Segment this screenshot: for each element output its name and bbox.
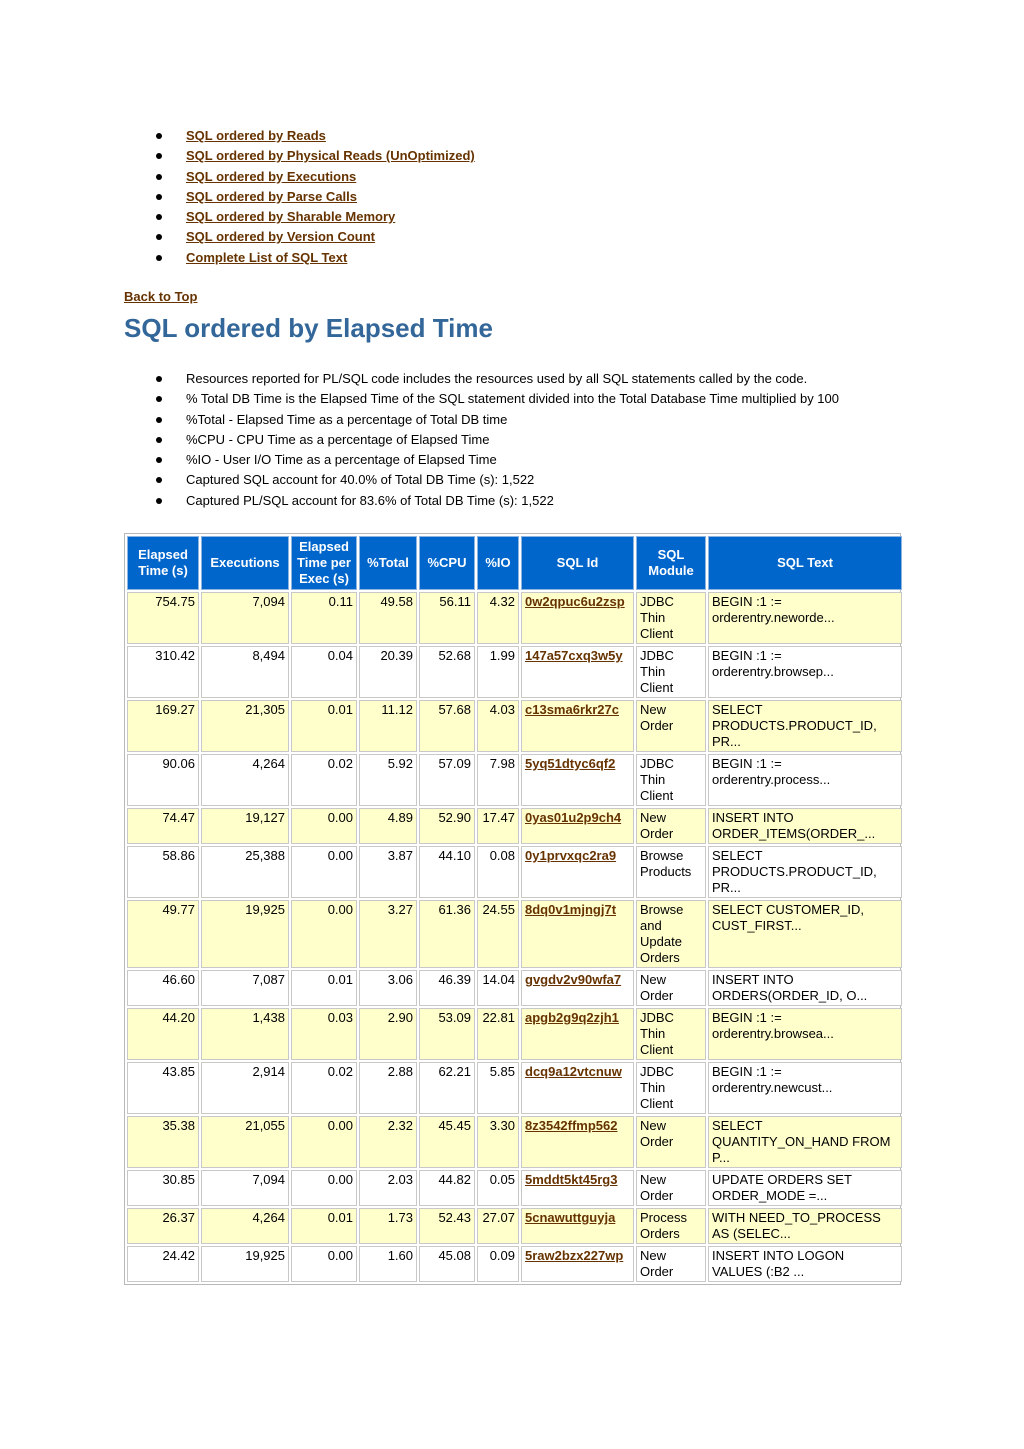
note-item: Captured SQL account for 40.0% of Total DB Time (s): 1,522 bbox=[124, 470, 839, 490]
nav-list-item bbox=[124, 146, 475, 166]
cell-sql-module: New Order bbox=[636, 1116, 706, 1168]
cell-pct-io: 4.32 bbox=[477, 592, 519, 644]
cell-elapsed-per-exec: 0.00 bbox=[291, 808, 357, 844]
cell-elapsed-time: 30.85 bbox=[127, 1170, 199, 1206]
cell-pct-cpu: 57.09 bbox=[419, 754, 475, 806]
column-header-pct-cpu: %CPU bbox=[419, 536, 475, 590]
elapsed-time-table-container bbox=[124, 533, 901, 1285]
cell-executions: 2,914 bbox=[201, 1062, 289, 1114]
cell-executions: 19,925 bbox=[201, 900, 289, 968]
sql-id-link[interactable]: 147a57cxq3w5y bbox=[525, 648, 623, 663]
cell-pct-io: 0.05 bbox=[477, 1170, 519, 1206]
cell-pct-io: 17.47 bbox=[477, 808, 519, 844]
cell-pct-total: 5.92 bbox=[359, 754, 417, 806]
link-sql-by-reads[interactable]: SQL ordered by Reads bbox=[186, 128, 326, 143]
nav-list-item bbox=[124, 126, 475, 146]
cell-elapsed-per-exec: 0.00 bbox=[291, 1246, 357, 1282]
cell-sql-text: INSERT INTO LOGON VALUES (:B2 ... bbox=[708, 1246, 902, 1282]
cell-sql-module: JDBC Thin Client bbox=[636, 646, 706, 698]
table-body bbox=[127, 592, 902, 1282]
cell-pct-io: 0.08 bbox=[477, 846, 519, 898]
cell-pct-cpu: 44.10 bbox=[419, 846, 475, 898]
cell-elapsed-per-exec: 0.03 bbox=[291, 1008, 357, 1060]
table-row bbox=[127, 754, 902, 806]
cell-sql-id bbox=[521, 1170, 634, 1206]
note-item: % Total DB Time is the Elapsed Time of the SQL statement divided into the Total Database Time multiplied by 100 bbox=[124, 389, 839, 409]
link-sql-by-parse-calls[interactable]: SQL ordered by Parse Calls bbox=[186, 188, 357, 204]
cell-sql-id bbox=[521, 846, 634, 898]
cell-pct-cpu: 52.90 bbox=[419, 808, 475, 844]
link-complete-sql-text[interactable]: Complete List of SQL Text bbox=[186, 249, 348, 265]
cell-elapsed-per-exec: 0.01 bbox=[291, 970, 357, 1006]
table-row bbox=[127, 846, 902, 898]
cell-sql-module: Browse and Update Orders bbox=[636, 900, 706, 968]
cell-pct-io: 22.81 bbox=[477, 1008, 519, 1060]
column-header-elapsed-time: Elapsed Time (s) bbox=[127, 536, 199, 590]
cell-elapsed-time: 90.06 bbox=[127, 754, 199, 806]
cell-elapsed-per-exec: 0.01 bbox=[291, 700, 357, 752]
table-row bbox=[127, 1062, 902, 1114]
cell-sql-text: BEGIN :1 := orderentry.browsea... bbox=[708, 1008, 902, 1060]
cell-sql-module: New Order bbox=[636, 1170, 706, 1206]
cell-executions: 7,087 bbox=[201, 970, 289, 1006]
cell-pct-cpu: 56.11 bbox=[419, 592, 475, 644]
cell-sql-text: UPDATE ORDERS SET ORDER_MODE =... bbox=[708, 1170, 902, 1206]
cell-pct-total: 3.06 bbox=[359, 970, 417, 1006]
cell-elapsed-time: 44.20 bbox=[127, 1008, 199, 1060]
cell-pct-cpu: 44.82 bbox=[419, 1170, 475, 1206]
table-row bbox=[127, 1170, 902, 1206]
cell-elapsed-time: 24.42 bbox=[127, 1246, 199, 1282]
cell-pct-io: 14.04 bbox=[477, 970, 519, 1006]
table-header-row bbox=[127, 536, 902, 590]
cell-elapsed-time: 43.85 bbox=[127, 1062, 199, 1114]
cell-sql-text: BEGIN :1 := orderentry.browsep... bbox=[708, 646, 902, 698]
nav-list-item bbox=[124, 187, 475, 207]
cell-executions: 25,388 bbox=[201, 846, 289, 898]
cell-elapsed-time: 754.75 bbox=[127, 592, 199, 644]
sql-id-link[interactable]: 5raw2bzx227wp bbox=[525, 1248, 624, 1263]
link-sql-by-version-count[interactable]: SQL ordered by Version Count bbox=[186, 229, 376, 245]
cell-sql-module: New Order bbox=[636, 700, 706, 752]
cell-pct-cpu: 53.09 bbox=[419, 1008, 475, 1060]
sql-id-link[interactable]: 0w2qpuc6u2zsp bbox=[525, 594, 625, 609]
cell-elapsed-time: 169.27 bbox=[127, 700, 199, 752]
cell-sql-id bbox=[521, 754, 634, 806]
cell-sql-module: JDBC Thin Client bbox=[636, 1062, 706, 1114]
cell-elapsed-per-exec: 0.00 bbox=[291, 1170, 357, 1206]
note-item: Resources reported for PL/SQL code includes the resources used by all SQL statements called by the code. bbox=[124, 369, 839, 389]
cell-sql-text: BEGIN :1 := orderentry.newcust... bbox=[708, 1062, 902, 1114]
table-row bbox=[127, 592, 902, 644]
cell-pct-total: 1.73 bbox=[359, 1208, 417, 1244]
cell-pct-io: 0.09 bbox=[477, 1246, 519, 1282]
cell-sql-module: New Order bbox=[636, 808, 706, 844]
cell-pct-total: 3.27 bbox=[359, 900, 417, 968]
column-header-elapsed-per-exec: Elapsed Time per Exec (s) bbox=[291, 536, 357, 590]
cell-elapsed-per-exec: 0.04 bbox=[291, 646, 357, 698]
cell-pct-io: 1.99 bbox=[477, 646, 519, 698]
cell-pct-total: 3.87 bbox=[359, 846, 417, 898]
cell-elapsed-time: 26.37 bbox=[127, 1208, 199, 1244]
cell-elapsed-time: 46.60 bbox=[127, 970, 199, 1006]
cell-pct-cpu: 45.08 bbox=[419, 1246, 475, 1282]
cell-elapsed-per-exec: 0.00 bbox=[291, 900, 357, 968]
table-row bbox=[127, 1208, 902, 1244]
note-item: Captured PL/SQL account for 83.6% of Total DB Time (s): 1,522 bbox=[124, 491, 839, 511]
link-sql-by-executions[interactable]: SQL ordered by Executions bbox=[186, 168, 357, 184]
table-row bbox=[127, 700, 902, 752]
cell-elapsed-time: 35.38 bbox=[127, 1116, 199, 1168]
cell-sql-id bbox=[521, 700, 634, 752]
cell-sql-text: SELECT PRODUCTS.PRODUCT_ID, PR... bbox=[708, 846, 902, 898]
cell-elapsed-time: 310.42 bbox=[127, 646, 199, 698]
cell-sql-text: WITH NEED_TO_PROCESS AS (SELEC... bbox=[708, 1208, 902, 1244]
cell-pct-total: 1.60 bbox=[359, 1246, 417, 1282]
cell-sql-text: INSERT INTO ORDERS(ORDER_ID, O... bbox=[708, 970, 902, 1006]
cell-sql-module: New Order bbox=[636, 1246, 706, 1282]
cell-sql-text: SELECT PRODUCTS.PRODUCT_ID, PR... bbox=[708, 700, 902, 752]
column-header-pct-total: %Total bbox=[359, 536, 417, 590]
cell-pct-cpu: 46.39 bbox=[419, 970, 475, 1006]
cell-pct-total: 49.58 bbox=[359, 592, 417, 644]
sql-id-link[interactable]: c13sma6rkr27c bbox=[525, 702, 619, 717]
sql-id-link[interactable]: 0yas01u2p9ch4 bbox=[525, 810, 622, 825]
sql-id-link[interactable]: 5cnawuttguyja bbox=[525, 1210, 616, 1225]
cell-sql-text: SELECT CUSTOMER_ID, CUST_FIRST... bbox=[708, 900, 902, 968]
nav-list-item bbox=[124, 248, 475, 268]
sql-id-link[interactable]: apgb2g9q2zjh1 bbox=[525, 1010, 619, 1025]
nav-list-item bbox=[124, 227, 475, 247]
cell-pct-cpu: 45.45 bbox=[419, 1116, 475, 1168]
cell-sql-id bbox=[521, 1116, 634, 1168]
cell-pct-cpu: 61.36 bbox=[419, 900, 475, 968]
cell-pct-cpu: 57.68 bbox=[419, 700, 475, 752]
note-item: %CPU - CPU Time as a percentage of Elapsed Time bbox=[124, 430, 839, 450]
cell-pct-io: 3.30 bbox=[477, 1116, 519, 1168]
sql-id-link[interactable]: gvgdv2v90wfa7 bbox=[525, 972, 622, 987]
cell-sql-module: New Order bbox=[636, 970, 706, 1006]
cell-pct-io: 27.07 bbox=[477, 1208, 519, 1244]
cell-sql-text: BEGIN :1 := orderentry.neworde... bbox=[708, 592, 902, 644]
cell-sql-text: SELECT QUANTITY_ON_HAND FROM P... bbox=[708, 1116, 902, 1168]
table-row bbox=[127, 1008, 902, 1060]
cell-executions: 19,925 bbox=[201, 1246, 289, 1282]
cell-pct-total: 4.89 bbox=[359, 808, 417, 844]
cell-sql-module: JDBC Thin Client bbox=[636, 592, 706, 644]
cell-executions: 19,127 bbox=[201, 808, 289, 844]
sql-id-link[interactable]: 0y1prvxqc2ra9 bbox=[525, 848, 617, 863]
cell-executions: 8,494 bbox=[201, 646, 289, 698]
table-row bbox=[127, 1246, 902, 1282]
cell-executions: 21,305 bbox=[201, 700, 289, 752]
cell-elapsed-per-exec: 0.01 bbox=[291, 1208, 357, 1244]
cell-sql-module: Browse Products bbox=[636, 846, 706, 898]
back-to-top-link[interactable]: Back to Top bbox=[124, 289, 198, 304]
column-header-pct-io: %IO bbox=[477, 536, 519, 590]
cell-sql-id bbox=[521, 900, 634, 968]
column-header-sql-text: SQL Text bbox=[708, 536, 902, 590]
cell-pct-cpu: 62.21 bbox=[419, 1062, 475, 1114]
table-row bbox=[127, 900, 902, 968]
cell-executions: 1,438 bbox=[201, 1008, 289, 1060]
cell-pct-total: 11.12 bbox=[359, 700, 417, 752]
link-sql-by-physical-reads[interactable]: SQL ordered by Physical Reads (UnOptimized) bbox=[186, 148, 475, 164]
section-title: SQL ordered by Elapsed Time bbox=[124, 313, 493, 343]
link-sql-by-sharable-memory[interactable]: SQL ordered by Sharable Memory bbox=[186, 209, 396, 225]
cell-executions: 7,094 bbox=[201, 1170, 289, 1206]
cell-elapsed-per-exec: 0.11 bbox=[291, 592, 357, 644]
cell-sql-id bbox=[521, 808, 634, 844]
cell-sql-module: Process Orders bbox=[636, 1208, 706, 1244]
sql-elapsed-time-table bbox=[125, 534, 904, 1284]
cell-executions: 7,094 bbox=[201, 592, 289, 644]
cell-sql-id bbox=[521, 970, 634, 1006]
cell-pct-cpu: 52.43 bbox=[419, 1208, 475, 1244]
cell-pct-total: 2.03 bbox=[359, 1170, 417, 1206]
cell-sql-id bbox=[521, 1246, 634, 1282]
cell-sql-module: JDBC Thin Client bbox=[636, 754, 706, 806]
section-links-list bbox=[124, 126, 475, 268]
column-header-sql-id: SQL Id bbox=[521, 536, 634, 590]
cell-pct-total: 20.39 bbox=[359, 646, 417, 698]
cell-sql-id bbox=[521, 1008, 634, 1060]
table-row bbox=[127, 1116, 902, 1168]
cell-pct-total: 2.88 bbox=[359, 1062, 417, 1114]
table-row bbox=[127, 646, 902, 698]
note-item: %Total - Elapsed Time as a percentage of Total DB time bbox=[124, 410, 839, 430]
table-row bbox=[127, 808, 902, 844]
cell-executions: 4,264 bbox=[201, 1208, 289, 1244]
back-to-top-container bbox=[124, 289, 197, 305]
cell-elapsed-per-exec: 0.00 bbox=[291, 846, 357, 898]
notes-list bbox=[124, 369, 839, 511]
sql-id-link[interactable]: 5yq51dtyc6qf2 bbox=[525, 756, 616, 771]
sql-id-link[interactable]: 8dq0v1mjngj7t bbox=[525, 902, 617, 917]
cell-sql-id bbox=[521, 1062, 634, 1114]
cell-sql-id bbox=[521, 646, 634, 698]
note-item: %IO - User I/O Time as a percentage of Elapsed Time bbox=[124, 450, 839, 470]
nav-list-item bbox=[124, 207, 475, 227]
cell-elapsed-time: 58.86 bbox=[127, 846, 199, 898]
sql-id-link[interactable]: dcq9a12vtcnuw bbox=[525, 1064, 622, 1079]
cell-sql-id bbox=[521, 592, 634, 644]
cell-sql-text: INSERT INTO ORDER_ITEMS(ORDER_... bbox=[708, 808, 902, 844]
column-header-sql-module: SQL Module bbox=[636, 536, 706, 590]
cell-pct-total: 2.90 bbox=[359, 1008, 417, 1060]
cell-pct-total: 2.32 bbox=[359, 1116, 417, 1168]
cell-pct-io: 4.03 bbox=[477, 700, 519, 752]
cell-elapsed-time: 49.77 bbox=[127, 900, 199, 968]
cell-elapsed-per-exec: 0.02 bbox=[291, 1062, 357, 1114]
sql-id-link[interactable]: 5mddt5kt45rg3 bbox=[525, 1172, 618, 1187]
cell-pct-io: 5.85 bbox=[477, 1062, 519, 1114]
cell-pct-io: 24.55 bbox=[477, 900, 519, 968]
column-header-executions: Executions bbox=[201, 536, 289, 590]
cell-elapsed-time: 74.47 bbox=[127, 808, 199, 844]
table-row bbox=[127, 970, 902, 1006]
cell-sql-text: BEGIN :1 := orderentry.process... bbox=[708, 754, 902, 806]
sql-id-link[interactable]: 8z3542ffmp562 bbox=[525, 1118, 618, 1133]
cell-sql-module: JDBC Thin Client bbox=[636, 1008, 706, 1060]
cell-elapsed-per-exec: 0.02 bbox=[291, 754, 357, 806]
cell-executions: 21,055 bbox=[201, 1116, 289, 1168]
cell-pct-cpu: 52.68 bbox=[419, 646, 475, 698]
cell-pct-io: 7.98 bbox=[477, 754, 519, 806]
cell-executions: 4,264 bbox=[201, 754, 289, 806]
nav-list-item bbox=[124, 167, 475, 187]
cell-sql-id bbox=[521, 1208, 634, 1244]
cell-elapsed-per-exec: 0.00 bbox=[291, 1116, 357, 1168]
